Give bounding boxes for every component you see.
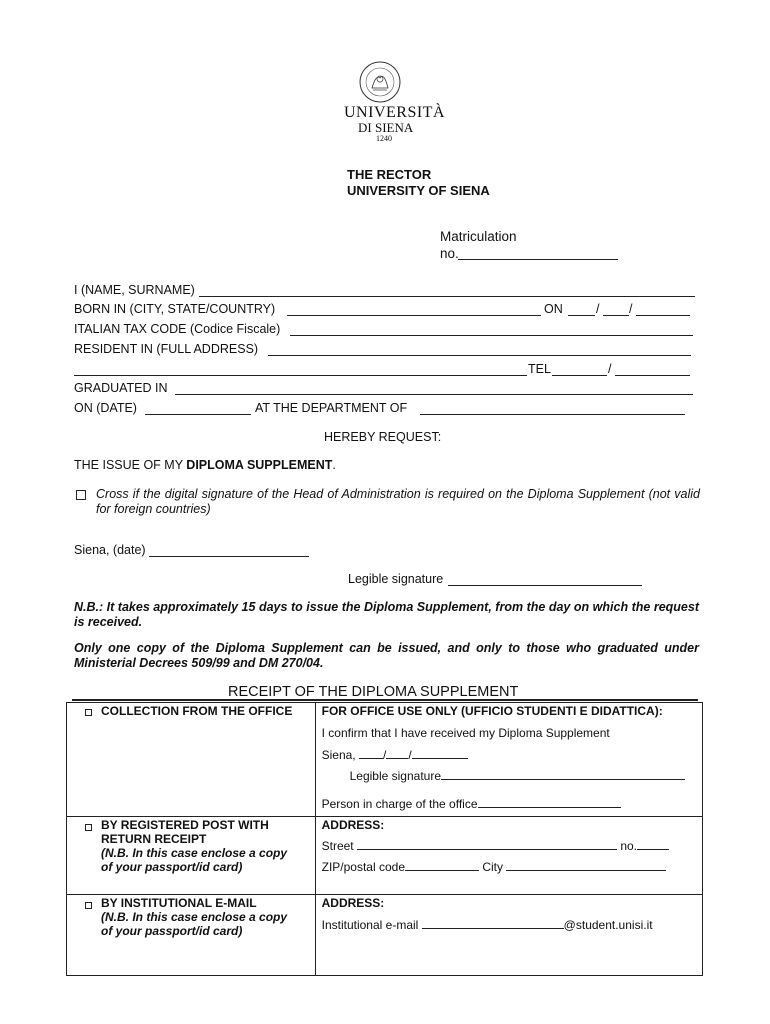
address-field-2[interactable]	[74, 363, 527, 376]
birth-day-field[interactable]	[568, 303, 595, 316]
addressee-line2: UNIVERSITY OF SIENA	[347, 183, 490, 198]
siena-date-field[interactable]	[149, 544, 309, 557]
street-no-field[interactable]	[637, 838, 669, 850]
siena-date-label: Siena, (date)	[74, 543, 146, 557]
email-domain: @student.unisi.it	[563, 918, 653, 932]
matriculation-field[interactable]	[458, 247, 618, 260]
matriculation-label: Matriculation	[440, 229, 517, 244]
date-separator: /	[629, 302, 633, 316]
post-address-cell	[315, 817, 702, 895]
office-signature	[350, 768, 685, 783]
tel-prefix-field[interactable]	[552, 363, 607, 376]
email-note-line1: (N.B. In this case enclose a copy	[101, 910, 288, 924]
office-person	[322, 796, 621, 811]
logo-name-line1: UNIVERSITÀ	[344, 104, 445, 121]
office-signature-field[interactable]	[441, 768, 685, 780]
email-note-line2: of your passport/id card)	[101, 924, 243, 938]
email-option-line: BY INSTITUTIONAL E-MAIL	[101, 896, 257, 910]
office-month-field[interactable]	[386, 747, 408, 759]
confirm-text: I confirm that I have received my Diploma Supplement	[321, 726, 610, 740]
email-field[interactable]	[422, 917, 564, 929]
birth-date-label: ON	[544, 302, 563, 316]
post-note-line1: (N.B. In this case enclose a copy	[101, 846, 288, 860]
post-street	[322, 838, 669, 853]
post-address-label: ADDRESS:	[321, 818, 385, 832]
receipt-table	[66, 702, 703, 976]
post-note-line2: of your passport/id card)	[101, 860, 243, 874]
matriculation-no-label: no.	[440, 246, 459, 261]
post-option-line1: BY REGISTERED POST WITH	[101, 818, 269, 832]
digital-signature-text: Cross if the digital signature of the Head of Administration is required on the Diploma Supplement (not valid for foreign countries)	[96, 487, 700, 516]
receipt-row-collection	[67, 703, 703, 817]
office-person-label: Person in charge of the office	[321, 797, 478, 811]
post-checkbox[interactable]	[85, 822, 92, 836]
receipt-row-email	[67, 895, 703, 976]
office-person-field[interactable]	[478, 796, 621, 808]
department-label: AT THE DEPARTMENT OF	[255, 401, 408, 415]
note-single-copy: Only one copy of the Diploma Supplement can be issued, and only to those who graduated under Ministerial Decrees 509/99 and DM 270/04.	[74, 641, 699, 670]
tax-code-field[interactable]	[290, 323, 693, 336]
collection-checkbox[interactable]	[85, 707, 92, 721]
signature-label: Legible signature	[348, 572, 444, 586]
email-label: Institutional e-mail	[321, 918, 419, 932]
address-field-1[interactable]	[268, 343, 691, 356]
tel-label: TEL	[528, 362, 551, 376]
addressee-line1: THE RECTOR	[347, 167, 432, 182]
city-label: City	[482, 860, 504, 874]
hereby-request: HEREBY REQUEST:	[324, 430, 442, 444]
email-field-row	[322, 917, 653, 932]
receipt-title: RECEIPT OF THE DIPLOMA SUPPLEMENT	[228, 684, 519, 700]
graduated-field[interactable]	[175, 382, 693, 395]
name-field[interactable]	[199, 284, 695, 297]
post-option-cell	[67, 817, 316, 895]
office-use-header: FOR OFFICE USE ONLY (UFFICIO STUDENTI E DIDATTICA):	[321, 704, 663, 718]
birthplace-field[interactable]	[287, 303, 541, 316]
collection-option-cell	[67, 703, 316, 817]
email-address-label: ADDRESS:	[321, 896, 385, 910]
street-field[interactable]	[357, 838, 617, 850]
born-label: BORN IN (CITY, STATE/COUNTRY)	[74, 302, 276, 316]
name-label: I (NAME, SURNAME)	[74, 283, 195, 297]
graduation-date-field[interactable]	[145, 402, 251, 415]
birth-year-field[interactable]	[636, 303, 690, 316]
logo-name-line2: DI SIENA	[358, 120, 414, 135]
office-use-cell	[315, 703, 702, 817]
zip-field[interactable]	[405, 859, 479, 871]
zip-label: ZIP/postal code	[321, 860, 405, 874]
logo-year: 1240	[376, 134, 392, 143]
tax-code-label: ITALIAN TAX CODE (Codice Fiscale)	[74, 322, 281, 336]
email-option-cell	[67, 895, 316, 976]
office-siena-label: Siena,	[321, 748, 356, 762]
date-separator: /	[596, 302, 600, 316]
graduated-label: GRADUATED IN	[74, 381, 168, 395]
note-processing-time: N.B.: It takes approximately 15 days to issue the Diploma Supplement, from the day on which the request is received.	[74, 600, 699, 629]
graduation-date-label: ON (DATE)	[74, 401, 137, 415]
office-siena-date: Siena, / /	[322, 747, 468, 762]
issue-suffix: .	[332, 458, 336, 472]
issue-bold: DIPLOMA SUPPLEMENT	[186, 458, 333, 472]
receipt-row-post	[67, 817, 703, 895]
office-day-field[interactable]	[359, 747, 383, 759]
email-checkbox[interactable]	[85, 900, 92, 914]
email-option-label	[101, 896, 287, 938]
tel-number-field[interactable]	[615, 363, 690, 376]
department-field[interactable]	[420, 402, 685, 415]
tel-separator: /	[608, 362, 612, 376]
street-label: Street	[321, 839, 354, 853]
post-option-line2: RETURN RECEIPT	[101, 832, 207, 846]
street-no-label: no.	[620, 839, 637, 853]
signature-field[interactable]	[448, 573, 642, 586]
collection-option-label: COLLECTION FROM THE OFFICE	[101, 704, 293, 718]
email-address-cell	[315, 895, 702, 976]
resident-label: RESIDENT IN (FULL ADDRESS)	[74, 342, 259, 356]
city-field[interactable]	[506, 859, 666, 871]
post-zip-city	[322, 859, 667, 874]
office-year-field[interactable]	[412, 747, 468, 759]
post-option-label	[101, 818, 287, 874]
digital-signature-checkbox[interactable]	[76, 490, 86, 500]
office-signature-label: Legible signature	[349, 769, 442, 783]
issue-request	[74, 458, 336, 472]
birth-month-field[interactable]	[603, 303, 629, 316]
issue-prefix: THE ISSUE OF MY	[74, 458, 187, 472]
receipt-title-rule	[72, 699, 698, 701]
